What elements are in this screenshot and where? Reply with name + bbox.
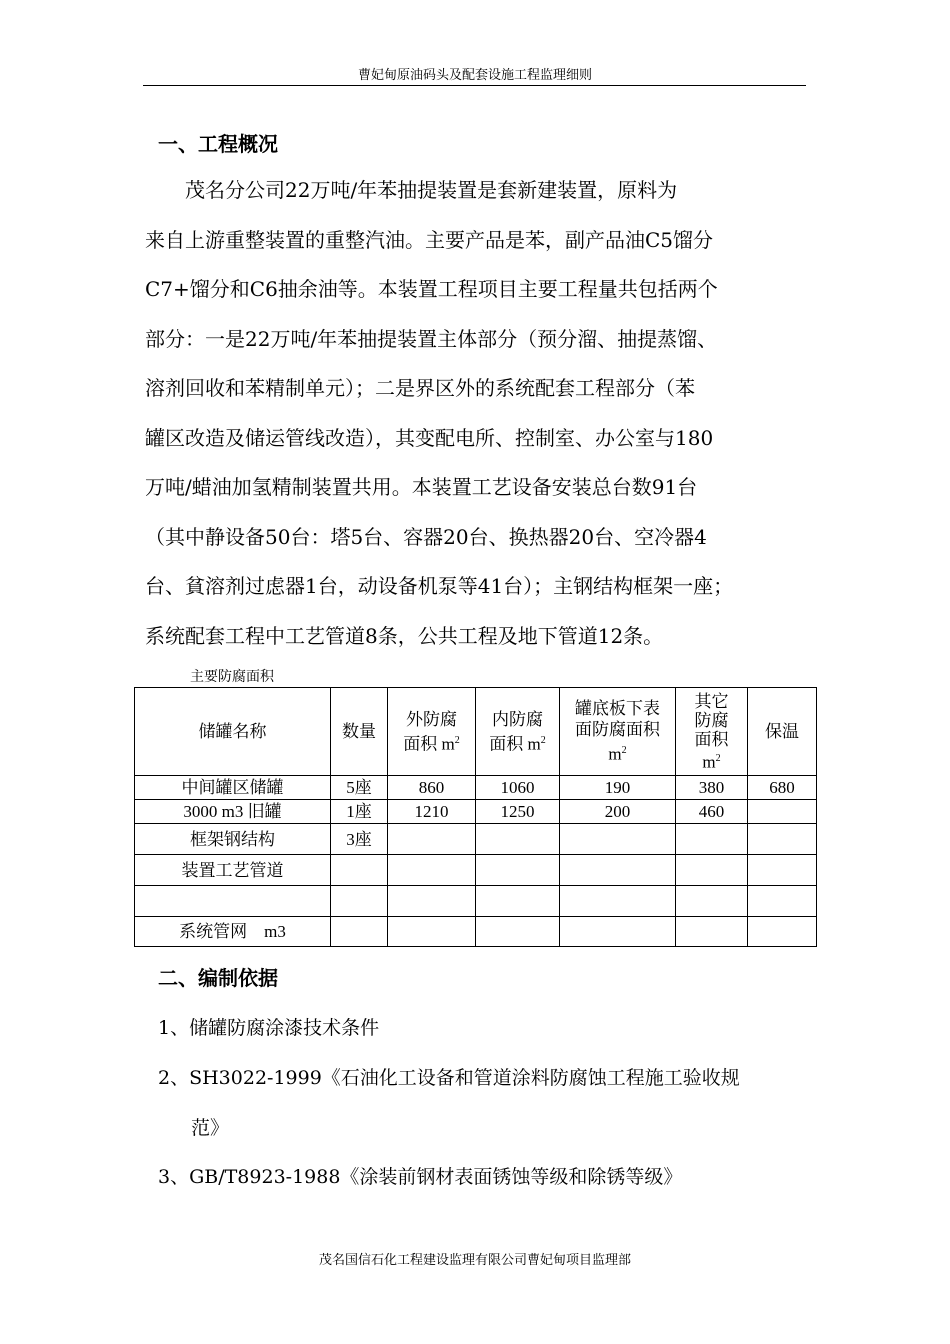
cell-name: 系统管网 m3 <box>135 917 331 947</box>
cell-bottom <box>560 824 676 855</box>
header-bottom-area <box>560 688 676 776</box>
cell-outer <box>388 855 476 886</box>
paragraph-line: 溶剂回收和苯精制单元）；二是界区外的系统配套工程部分（苯 <box>145 376 695 400</box>
header-rule <box>143 85 806 86</box>
table-header-row <box>135 688 817 776</box>
paragraph-line: 来自上游重整装置的重整汽油。主要产品是苯，副产品油C5馏分 <box>145 227 714 252</box>
header-inner-line1: 内防腐 <box>492 709 543 729</box>
cell-qty <box>331 886 388 917</box>
cell-qty <box>331 917 388 947</box>
cell-qty: 1座 <box>331 800 388 824</box>
cell-other <box>676 824 748 855</box>
cell-inner: 1250 <box>476 800 560 824</box>
paragraph-line: 茂名分公司22万吨/年苯抽提装置是套新建装置，原料为 <box>145 178 678 202</box>
paragraph-line: 万吨/蜡油加氢精制装置共用。本装置工艺设备安装总台数91台 <box>145 475 698 499</box>
cell-outer <box>388 886 476 917</box>
list-item: 3、GB/T8923-1988《涂装前钢材表面锈蚀等级和除锈等级》 <box>158 1166 683 1188</box>
section-1-paragraph <box>145 166 825 661</box>
cell-inner <box>476 886 560 917</box>
table-row <box>135 800 817 824</box>
cell-qty <box>331 855 388 886</box>
cell-other: 460 <box>676 800 748 824</box>
header-other-line4: $m^2$ <box>702 752 721 772</box>
header-inner-line2: 面积 $m^2$ <box>489 734 546 754</box>
cell-name: 3000 m3 旧罐 <box>135 800 331 824</box>
cell-insulation <box>748 917 817 947</box>
paragraph-line: 罐区改造及储运管线改造），其变配电所、控制室、办公室与180 <box>145 425 714 450</box>
cell-name: 中间罐区储罐 <box>135 776 331 800</box>
cell-outer <box>388 824 476 855</box>
cell-name: 装置工艺管道 <box>135 855 331 886</box>
list-item: 1、储罐防腐涂漆技术条件 <box>158 1017 380 1039</box>
header-insulation: 保温 <box>748 688 817 776</box>
page-header: 曹妃甸原油码头及配套设施工程监理细则 <box>357 68 592 83</box>
header-bottom-line2: 面防腐面积 <box>575 720 660 740</box>
cell-qty: 5座 <box>331 776 388 800</box>
paragraph-line: 部分：一是22万吨/年苯抽提装置主体部分（预分溜、抽提蒸馏、 <box>145 326 718 351</box>
header-outer-area <box>388 688 476 776</box>
header-other-line2: 防腐 <box>694 710 729 730</box>
header-outer-line2: 面积 $m^2$ <box>403 734 460 754</box>
cell-outer: 1210 <box>388 800 476 824</box>
table-caption: 主要防腐面积 <box>190 669 274 685</box>
cell-qty: 3座 <box>331 824 388 855</box>
table-row <box>135 917 817 947</box>
cell-bottom <box>560 886 676 917</box>
cell-bottom <box>560 855 676 886</box>
header-other-line1: 其它 <box>694 691 729 711</box>
cell-outer: 860 <box>388 776 476 800</box>
cell-other <box>676 886 748 917</box>
section-2-heading: 二、编制依据 <box>158 966 278 990</box>
cell-inner: 1060 <box>476 776 560 800</box>
cell-bottom: 200 <box>560 800 676 824</box>
cell-insulation: 680 <box>748 776 817 800</box>
paragraph-line: （其中静设备50台：塔5台、容器20台、换热器20台、空冷器4 <box>145 524 707 549</box>
cell-insulation <box>748 800 817 824</box>
cell-insulation <box>748 886 817 917</box>
cell-other: 380 <box>676 776 748 800</box>
list-item: 2、SH3022-1999《石油化工设备和管道涂料防腐蚀工程施工验收规 <box>158 1067 740 1089</box>
cell-other <box>676 855 748 886</box>
table-row <box>135 824 817 855</box>
cell-insulation <box>748 824 817 855</box>
header-outer-line1: 外防腐 <box>406 709 457 729</box>
section-1-heading: 一、工程概况 <box>158 132 278 156</box>
cell-inner <box>476 855 560 886</box>
table-row <box>135 855 817 886</box>
cell-insulation <box>748 855 817 886</box>
cell-inner <box>476 917 560 947</box>
table-row <box>135 886 817 917</box>
paragraph-line: C7+馏分和C6抽余油等。本装置工程项目主要工程量共包括两个 <box>145 277 718 301</box>
header-other-area <box>676 688 748 776</box>
header-bottom-line3: $m^2$ <box>608 744 627 764</box>
header-name: 储罐名称 <box>135 688 331 776</box>
cell-inner <box>476 824 560 855</box>
cell-other <box>676 917 748 947</box>
header-bottom-line1: 罐底板下表 <box>575 699 660 719</box>
cell-bottom <box>560 917 676 947</box>
header-inner-area <box>476 688 560 776</box>
list-item-continuation: 范》 <box>191 1117 230 1139</box>
cell-name <box>135 886 331 917</box>
header-other-line3: 面积 <box>694 729 729 749</box>
header-qty: 数量 <box>331 688 388 776</box>
table-row <box>135 776 817 800</box>
anticorrosion-table <box>134 687 817 947</box>
cell-bottom: 190 <box>560 776 676 800</box>
cell-name: 框架钢结构 <box>135 824 331 855</box>
paragraph-line: 台、貧溶剂过虑器1台，动设备机泵等41台）；主钢结构框架一座； <box>145 574 734 598</box>
page-footer: 茂名国信石化工程建设监理有限公司曹妃甸项目监理部 <box>318 1253 631 1268</box>
cell-outer <box>388 917 476 947</box>
paragraph-line: 系统配套工程中工艺管道8条，公共工程及地下管道12条。 <box>145 623 664 648</box>
